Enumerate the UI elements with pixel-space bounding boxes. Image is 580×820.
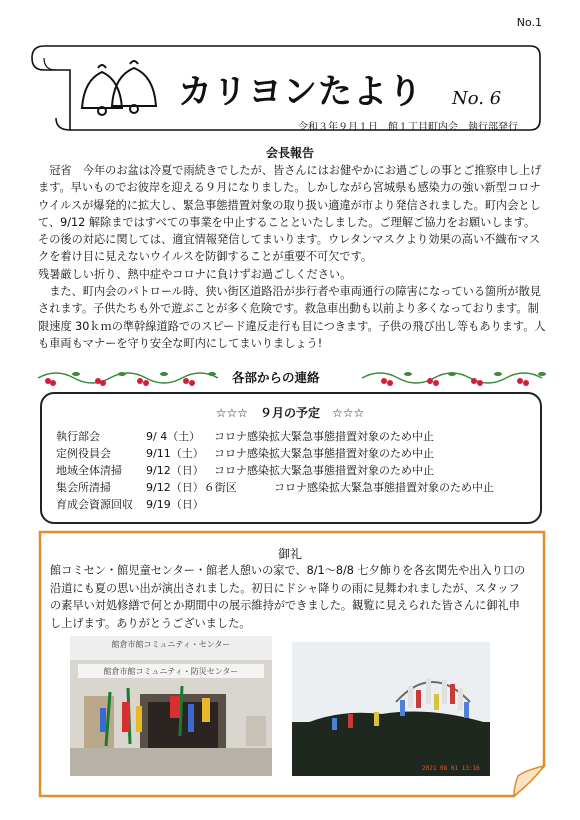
schedule-date: 9/12（日）６街区 bbox=[146, 481, 237, 494]
schedule-date: 9/19（日） bbox=[146, 498, 204, 511]
schedule-dept: 地域全体清掃 bbox=[56, 464, 122, 477]
schedule-note: コロナ感染拡大緊急事態措置対象のため中止 bbox=[214, 430, 434, 443]
schedule-dept: 集会所清掃 bbox=[56, 481, 111, 494]
report-paragraph-1: 冠省 今年のお盆は冷夏で雨続きでしたが、皆さんにはお健やかにお過ごしの事とご推察申し上げます。早いものでお彼岸を迎える９月になりました。しかしながら宮城県も感染力の強い新型コロナウイルスが爆発的に拡大し、緊急事態措置対象の取り扱い適違が市より発信されました。町内会として、9/12 解除まではすべての事業を中止することといたしました。ご理解ご協力をお願いします。その後の対応に関しては、適宜情報発信してまいります。ウレタンマスクより効果の高い不織布マスクを着け目に見えないウイルスを防御することが重要不可欠です。 bbox=[38, 164, 542, 264]
schedule-date: 9/ 4（土） bbox=[146, 430, 201, 443]
schedule-note: コロナ感染拡大緊急事態措置対象のため中止 bbox=[274, 481, 494, 494]
schedule-date: 9/11（土） bbox=[146, 447, 204, 460]
schedule-note: コロナ感染拡大緊急事態措置対象のため中止 bbox=[214, 464, 434, 477]
report-paragraph-3: また、町内会のパトロール時、狭い街区道路沿が歩行者や車両通行の障害になっている箇所が散見されます。子供たちも外で遊ぶことが多く危険です。救急車出動も以前より多くなっております。制限速度 30ｋｍの準幹線道路でのスピード違反走行も目につきます。子供の飛び出し等もあります。人も車両もマナーを守り安全な町内にしてまいりましょう! bbox=[38, 285, 546, 350]
community-center-photo bbox=[70, 636, 272, 776]
schedule-title: ☆☆☆ ９月の予定 ☆☆☆ bbox=[215, 406, 365, 420]
thanks-text: 館コミセン・館児童センター・館老人憩いの家で、8/1～8/8 七夕飾りを各玄関先や出入り口の沿道にも夏の思い出が演出されました。初日にドシャ降りの雨に見舞われましたが、スタッフの素早い対処修繕で何とか期間中の展示維持ができました。観覧に見えられた皆さんに御礼申し上げます。ありがとうございました。 bbox=[50, 564, 526, 630]
sign-text-2: 館倉市館コミュニティ・防災センター bbox=[103, 667, 239, 676]
departments-heading: 各部からの連絡 bbox=[232, 370, 320, 385]
president-report-body bbox=[38, 162, 546, 352]
sign-text-1: 館倉市館コミュニティ・センター bbox=[111, 640, 231, 649]
schedule-date: 9/12（日） bbox=[146, 464, 204, 477]
photo-timestamp: 2021 08 01 13:16 bbox=[422, 765, 480, 772]
tanabata-decoration-photo bbox=[292, 642, 490, 776]
schedule-dept: 定例役員会 bbox=[56, 447, 111, 460]
vine-decoration-left-icon bbox=[36, 366, 226, 388]
newsletter-title: カリヨンたより bbox=[178, 72, 423, 112]
thanks-heading: 御礼 bbox=[277, 547, 302, 561]
bells-icon bbox=[72, 58, 162, 118]
schedule-dept: 執行部会 bbox=[56, 430, 100, 443]
issue-number: No.1 bbox=[516, 16, 542, 29]
schedule-dept: 育成会資源回収 bbox=[56, 498, 133, 511]
schedule-note: コロナ感染拡大緊急事態措置対象のため中止 bbox=[214, 447, 434, 460]
dateline: 令和３年９月１日 館１丁目町内会 執行部発行 bbox=[298, 122, 518, 133]
report-paragraph-2: 残暑厳しい折り、熱中症やコロナに負けずお過ごしください。 bbox=[38, 267, 352, 281]
issue-label: No. 6 bbox=[452, 88, 502, 109]
president-report-heading: 会長報告 bbox=[265, 146, 314, 160]
vine-decoration-right-icon bbox=[360, 366, 550, 388]
